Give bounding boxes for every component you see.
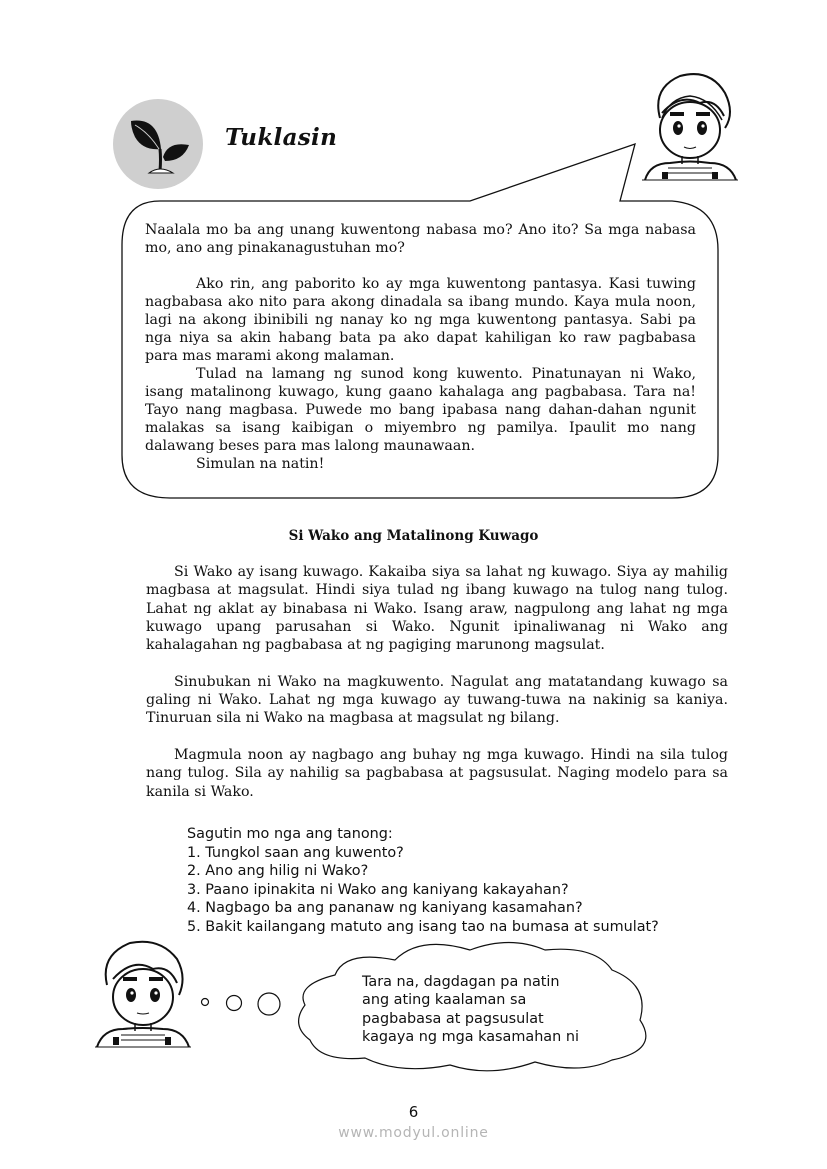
story-body bbox=[146, 563, 728, 819]
story-paragraph: Magmula noon ay nagbago ang buhay ng mga kuwago. Hindi na sila tulog nang tulog. Sila ay nahilig sa pagbabasa at pagsusulat. Naging modelo para sa kanila si Wako. bbox=[146, 746, 728, 800]
questions-prompt: Sagutin mo nga ang tanong: bbox=[187, 826, 393, 842]
section-title: Tuklasin bbox=[225, 124, 338, 151]
intro-paragraph: Naalala mo ba ang unang kuwentong nabasa mo? Ano ito? Sa mga nabasa mo, ano ang pinakanagustuhan mo? bbox=[145, 222, 696, 256]
watermark: www.modyul.online bbox=[338, 1125, 489, 1141]
boy-character-thinking-illustration bbox=[95, 937, 195, 1049]
thought-dot-medium bbox=[227, 996, 242, 1011]
intro-speech-text bbox=[145, 221, 696, 473]
intro-paragraph: Ako rin, ang paborito ko ay mga kuwentong pantasya. Kasi tuwing nagbabasa ako nito para akong dinadala sa ibang mundo. Kaya mula noon, lagi na akong ibinibili ng nanay ko ng mga kuwentong pantasya. Sabi pa nga niya sa akin habang bata pa ako dapat kahiligan ko raw pagbabasa para mas marami akong malaman. bbox=[145, 276, 696, 364]
questions-list bbox=[187, 825, 659, 937]
story-title: Si Wako ang Matalinong Kuwago bbox=[288, 528, 539, 544]
story-paragraph: Sinubukan ni Wako na magkuwento. Nagulat ang matatandang kuwago sa galing ni Wako. Lahat ng mga kuwago ay tuwang-tuwa na nakinig sa kaniya. Tinuruan sila ni Wako na magbasa at magsulat ng bilang. bbox=[146, 673, 728, 727]
cloud-line: Tara na, dagdagan pa natin bbox=[362, 974, 560, 990]
section-icon-badge bbox=[113, 99, 203, 189]
question-item: 2. Ano ang hilig ni Wako? bbox=[187, 863, 369, 880]
cloud-line: kagaya ng mga kasamahan ni bbox=[362, 1029, 579, 1046]
thought-dot-small bbox=[202, 999, 209, 1006]
boy-character-illustration bbox=[640, 68, 740, 183]
cloud-line: ang ating kaalaman sa bbox=[362, 992, 527, 1009]
cloud-line: pagbabasa at pagsusulat bbox=[362, 1010, 544, 1027]
page-number: 6 bbox=[408, 1103, 419, 1121]
intro-paragraph: Simulan na natin! bbox=[196, 456, 325, 472]
question-item: 1. Tungkol saan ang kuwento? bbox=[187, 844, 404, 861]
question-item: 5. Bakit kailangang matuto ang isang tao na bumasa at sumulat? bbox=[187, 918, 659, 935]
plant-sprout-icon bbox=[113, 99, 203, 189]
question-item: 4. Nagbago ba ang pananaw ng kaniyang kasamahan? bbox=[187, 900, 583, 917]
thought-dot-large bbox=[258, 993, 280, 1015]
intro-paragraph: Tulad na lamang ng sunod kong kuwento. Pinatunayan ni Wako, isang matalinong kuwago, kung gaano kahalaga ang pagbabasa. Tara na! Tayo nang magbasa. Puwede mo bang ipabasa nang dahan-dahan ngunit malakas sa isang kaibigan o miyembro ng pamilya. Ipaulit mo nang dalawang beses para mas lalong maunawaan. bbox=[145, 366, 696, 454]
thought-cloud-text bbox=[362, 973, 592, 1047]
question-item: 3. Paano ipinakita ni Wako ang kaniyang kakayahan? bbox=[187, 881, 569, 898]
story-paragraph: Si Wako ay isang kuwago. Kakaiba siya sa lahat ng kuwago. Siya ay mahilig magbasa at magsulat. Hindi siya tulad ng ibang kuwago na tulog nang tulog. Lahat ng aklat ay binabasa ni Wako. Isang araw, nagpulong ang lahat ng mga kuwago upang parusahan si Wako. Ngunit ipinaliwanag ni Wako ang kahalagahan ng pagbabasa at ng pagiging marunong magsulat. bbox=[146, 564, 728, 654]
